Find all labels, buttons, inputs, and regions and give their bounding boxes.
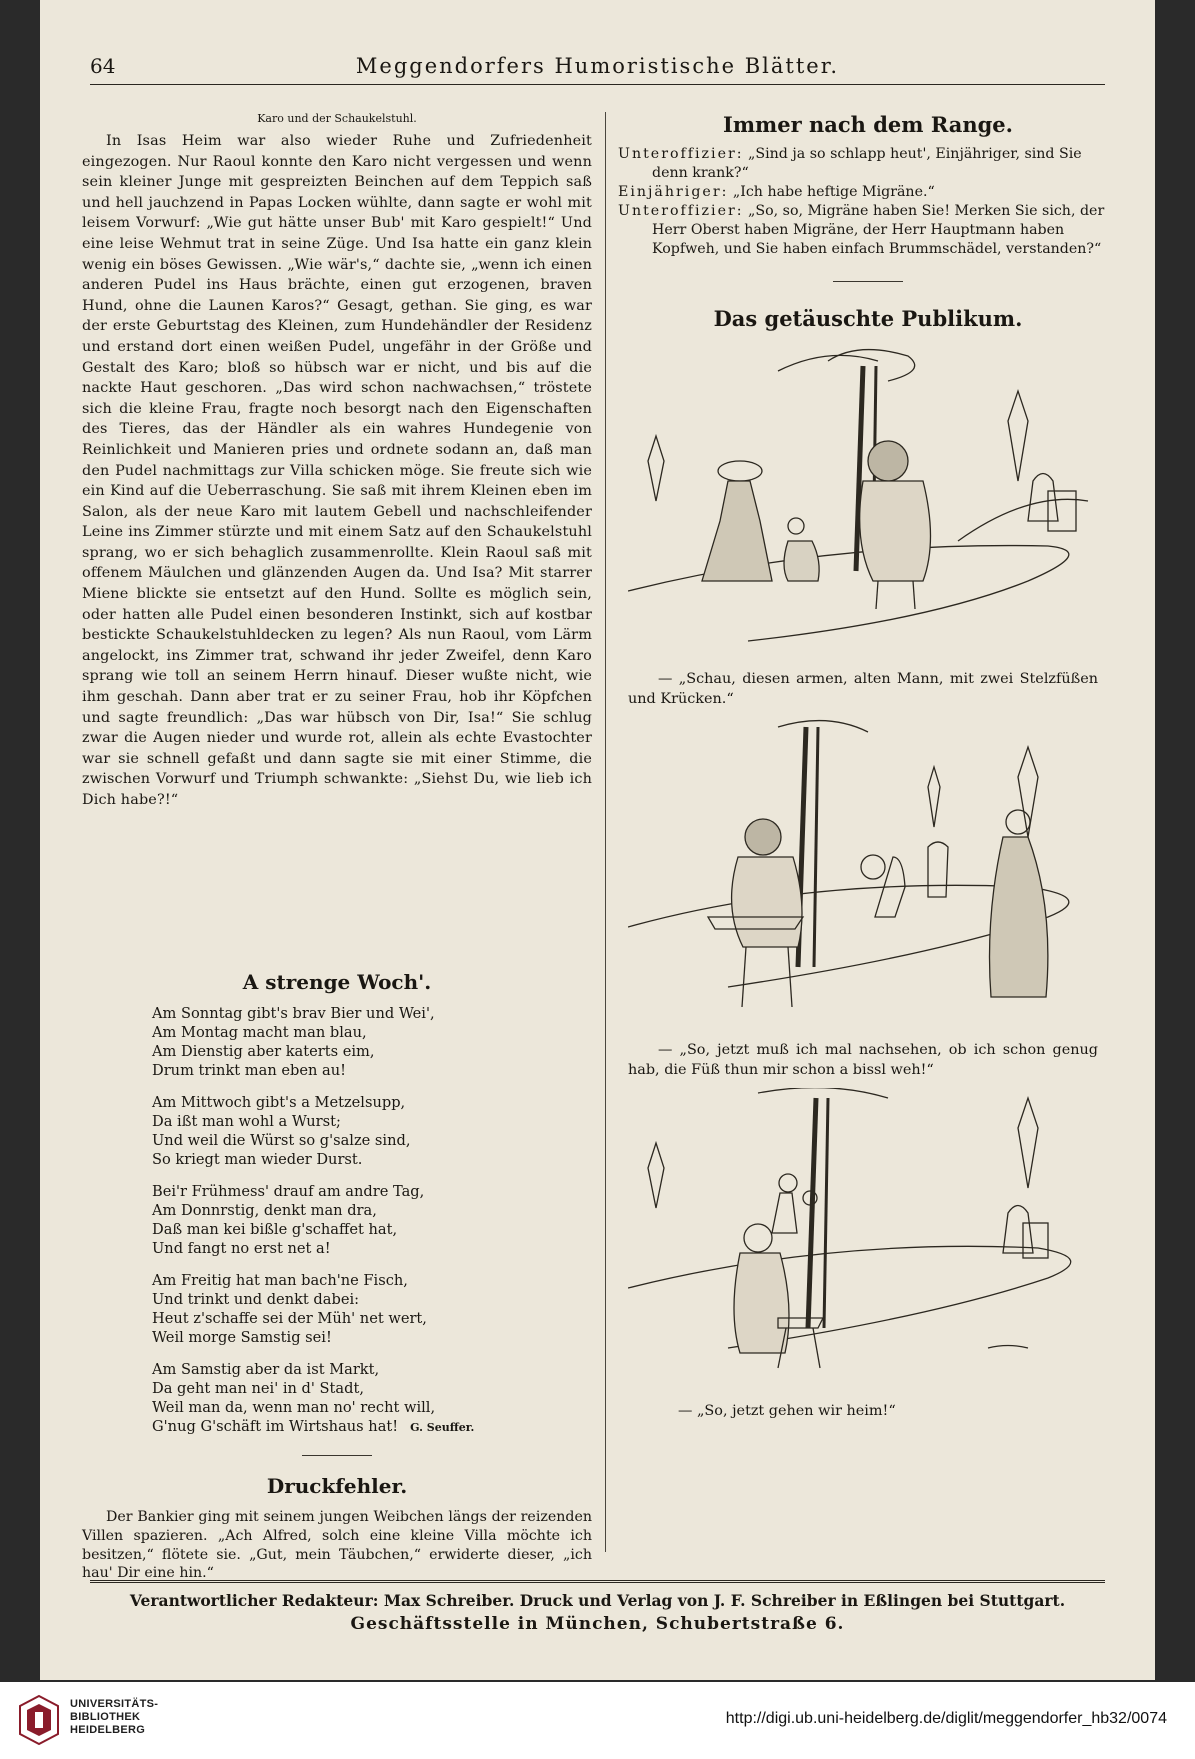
cartoon-caption-2: — „So, jetzt muß ich mal nachsehen, ob ich schon genug hab, die Füß thun mir schon a bissl weh!“ <box>628 1042 1098 1078</box>
poem-line: Am Mittwoch gibt's a Metzelsupp, <box>152 1094 406 1111</box>
story-body <box>82 131 592 946</box>
poem-line: Am Sonntag gibt's brav Bier und Wei', <box>152 1005 435 1022</box>
column-divider <box>605 112 606 1552</box>
dialog-text: „Sind ja so schlapp heut', Einjähriger, sind Sie denn krank?“ <box>652 146 1082 181</box>
section-rule <box>833 281 903 282</box>
imprint-line-1: Verantwortlicher Redakteur: Max Schreiber. Druck und Verlag von J. F. Schreiber in Eßlingen bei Stuttgart. <box>129 1591 1066 1610</box>
library-name <box>70 1698 158 1737</box>
page-header <box>90 50 1105 85</box>
poem-stanza <box>152 1093 592 1169</box>
poem-line: Daß man kei bißle g'schaffet hat, <box>152 1221 398 1238</box>
story-paragraph: In Isas Heim war also wieder Ruhe und Zufriedenheit eingezogen. Nur Raoul konnte den Karo nicht vergessen und wenn sein kleiner Junge mit gespreizten Beinchen auf dem Teppich saß und hell jauchzend in Papas Locken wühlte, dann sagte er wohl mit leisem Vorwurf: „Wie gut hätte unser Bub' mit Karo gespielt!“ Und eine leise Wehmut trat in seine Züge. Und Isa hatte ein ganz klein wenig ein böses Gewissen. „Wie wär's,“ dachte sie, „wenn ich einen anderen Pudel ins Haus brächte, einen gut erzogenen, braven Hund, ohne die Launen Karos?“ Gesagt, gethan. Sie ging, es war der erste Geburtstag des Kleinen, zum Hundehändler der Residenz und erstand dort einen weißen Pudel, ungefähr in der Größe und Gestalt des Karo; bloß so hübsch war er nicht, und bis auf die nackte Haut geschoren. „Das wird schon nachwachsen,“ tröstete sich die kleine Frau, fragte noch besorgt nach den Eigenschaften des Tieres, das der Händler als ein wahres Hundegenie von Reinlichkeit und Manieren pries und ordnete sodann an, daß man den Pudel nachmittags zur Villa schicken möge. Sie freute sich wie ein Kind auf die Ueberraschung. Sie saß mit ihrem Kleinen eben im Salon, als der neue Karo mit lautem Gebell und nachschleifender Leine ins Zimmer stürzte und mit einem Satz auf den Schaukelstuhl sprang, wo er sich behaglich zusammenrollte. Klein Raoul saß mit offenem Mäulchen und glänzenden Augen da. Und Isa? Mit starrer Miene blickte sie entsetzt auf den Hund. Sollte es möglich sein, oder hatten alle Pudel einen besonderen Instinkt, sich auf kostbar bestickte Schaukelstuhldecken zu legen? Als nun Raoul, vom Lärm angelockt, ins Zimmer trat, schwand ihr jeder Zweifel, denn Karo sprang wie toll an seinem Herrn hinauf. Dieser wußte nicht, wie ihm geschah. Dann aber trat er zu seiner Frau, hob ihr Köpfchen und sagte freundlich: „Das war hübsch von Dir, Isa!“ Sie schlug zwar die Augen nieder und wurde rot, allein als echte Evastochter war sie schnell gefaßt und dann sagte sie mit einer Stimme, die zwischen Vorwurf und Triumph schwankte: „Siehst Du, wie lieb ich Dich habe?!“ <box>82 133 592 808</box>
library-name-line: BIBLIOTHEK <box>70 1711 141 1723</box>
cartoon-caption-1: — „Schau, diesen armen, alten Mann, mit zwei Stelzfüßen und Krücken.“ <box>628 671 1098 707</box>
cartoon-panel-1 <box>628 341 1098 709</box>
dialog-text: „Ich habe heftige Migräne.“ <box>732 184 935 200</box>
cartoon-caption-3: — „So, jetzt gehen wir heim!“ <box>678 1403 896 1419</box>
imprint-footer <box>90 1580 1105 1634</box>
poem-line: Am Samstig aber da ist Markt, <box>152 1361 380 1378</box>
dialog-text: „So, so, Migräne haben Sie! Merken Sie sich, der Herr Oberst haben Migräne, der Herr Hauptmann haben Kopfweh, und Sie haben einfach Brummschädel, verstanden?“ <box>652 203 1105 257</box>
poem <box>152 1004 592 1437</box>
story-heading: Karo und der Schaukelstuhl. <box>257 112 417 125</box>
dialog-speaker: Unteroffizier: <box>618 146 744 162</box>
dialog-line <box>618 145 1118 183</box>
cartoon-illustration-2 <box>628 717 1098 1037</box>
source-url[interactable]: http://digi.ub.uni-heidelberg.de/diglit/meggendorfer_hb32/0074 <box>725 1710 1167 1727</box>
poem-stanza <box>152 1360 592 1437</box>
right-column <box>618 112 1118 1422</box>
poem-line: Und fangt no erst net a! <box>152 1240 331 1257</box>
poem-line: Weil morge Samstig sei! <box>152 1329 332 1346</box>
cartoon-illustration-1 <box>628 341 1098 666</box>
library-name-line: UNIVERSITÄTS- <box>70 1698 159 1710</box>
poem-line: Und weil die Würst so g'salze sind, <box>152 1132 411 1149</box>
dialog-speaker: Einjähriger: <box>618 184 729 200</box>
poem-line: Am Freitig hat man bach'ne Fisch, <box>152 1272 408 1289</box>
page-number: 64 <box>90 54 116 78</box>
poem-line: Drum trinkt man eben au! <box>152 1062 347 1079</box>
library-footer-bar <box>0 1682 1195 1759</box>
cartoon-panel-2 <box>628 717 1098 1080</box>
druckfehler-text: Der Bankier ging mit seinem jungen Weibchen längs der reizenden Villen spazieren. „Ach Alfred, solch eine kleine Villa möchte ich besitzen,“ flötete sie. „Gut, mein Täubchen,“ erwiderte dieser, „ich hau' Dir eine hin.“ <box>82 1509 592 1582</box>
poem-stanza <box>152 1271 592 1347</box>
poem-author: G. Seuffer. <box>410 1421 475 1434</box>
scanned-page <box>40 0 1155 1680</box>
dialog <box>618 145 1118 259</box>
university-library-logo <box>18 1694 60 1746</box>
poem-line: Bei'r Frühmess' drauf am andre Tag, <box>152 1183 425 1200</box>
dialog-speaker: Unteroffizier: <box>618 203 744 219</box>
poem-stanza <box>152 1004 592 1080</box>
druckfehler-text-block <box>82 1508 592 1583</box>
poem-line: Weil man da, wenn man no' recht will, <box>152 1399 436 1416</box>
poem-line: Heut z'schaffe sei der Müh' net wert, <box>152 1310 427 1327</box>
druckfehler-title: Druckfehler. <box>266 1474 408 1498</box>
range-title: Immer nach dem Range. <box>723 112 1013 137</box>
poem-title: A strenge Woch'. <box>242 970 432 994</box>
dialog-line <box>618 183 1118 202</box>
poem-line: Am Montag macht man blau, <box>152 1024 367 1041</box>
poem-line <box>152 1417 592 1437</box>
dialog-line <box>618 202 1118 259</box>
poem-line: Am Donnrstig, denkt man dra, <box>152 1202 377 1219</box>
poem-line: Da geht man nei' in d' Stadt, <box>152 1380 364 1397</box>
left-column <box>82 112 592 1583</box>
cartoon-illustration-3 <box>628 1088 1098 1398</box>
poem-line-text: G'nug G'schäft im Wirtshaus hat! <box>152 1418 399 1435</box>
poem-line: Am Dienstig aber katerts eim, <box>152 1043 375 1060</box>
section-rule <box>302 1455 372 1456</box>
poem-stanza <box>152 1182 592 1258</box>
poem-line: So kriegt man wieder Durst. <box>152 1151 363 1168</box>
library-name-line: HEIDELBERG <box>70 1724 146 1736</box>
publikum-title: Das getäuschte Publikum. <box>713 306 1023 331</box>
poem-line: Da ißt man wohl a Wurst; <box>152 1113 341 1130</box>
cartoon-panel-3 <box>628 1088 1098 1422</box>
imprint-line-2: Geschäftsstelle in München, Schubertstraße 6. <box>350 1614 845 1634</box>
magazine-title: Meggendorfers Humoristische Blätter. <box>355 54 840 78</box>
poem-line: Und trinkt und denkt dabei: <box>152 1291 360 1308</box>
